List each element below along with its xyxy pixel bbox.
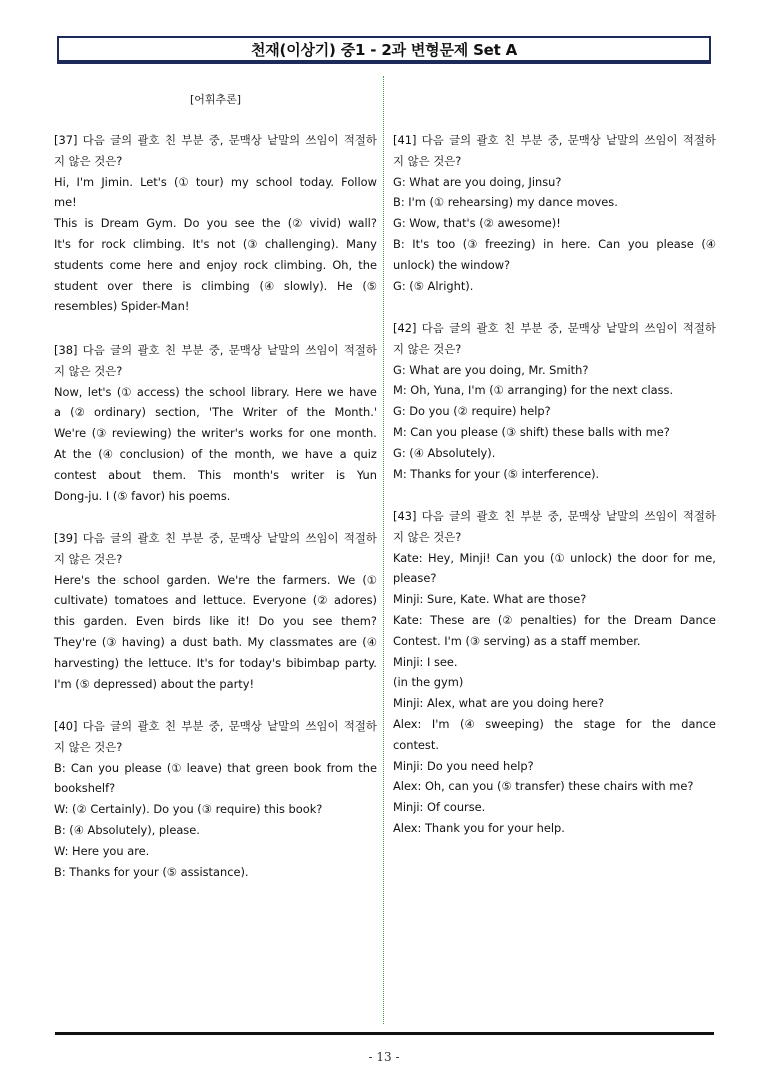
question-text-line: student over there is climbing (④ slowly). He (⑤ <box>54 278 377 293</box>
question-text-line: bookshelf? <box>54 781 116 796</box>
question-text-line: Kate: Hey, Minji! Can you (① unlock) the door for me, <box>393 550 716 565</box>
question-text-line: M: Thanks for your (⑤ interference). <box>393 466 600 481</box>
question-text-line: cultivate) tomatoes and lettuce. Everyone (② adores) <box>54 593 377 608</box>
page-header <box>57 36 711 64</box>
question-text-line: 지 않은 것은? <box>54 739 123 754</box>
question-text-line: contest. <box>393 737 439 752</box>
question-41 <box>393 130 716 296</box>
question-text-line: please? <box>393 571 437 586</box>
question-prompt: [37] 다음 글의 괄호 친 부분 중, 문맥상 낱말의 쓰임이 적절하 <box>54 133 377 147</box>
question-text-line: They're (③ having) a dust bath. My classmates are (④ <box>54 634 377 649</box>
question-text-line: 지 않은 것은? <box>54 551 123 566</box>
question-text-line: M: Oh, Yuna, I'm (① arranging) for the next class. <box>393 383 674 398</box>
question-text-line: B: Thanks for your (⑤ assistance). <box>54 864 249 879</box>
question-prompt: [43] 다음 글의 괄호 친 부분 중, 문맥상 낱말의 쓰임이 적절하 <box>393 509 716 523</box>
question-text-line: a (② ordinary) section, 'The Writer of the Month.' <box>54 405 377 420</box>
question-text-line: M: Can you please (③ shift) these balls with me? <box>393 424 670 439</box>
question-text-line: 지 않은 것은? <box>54 363 123 378</box>
page-title: 천재(이상기) 중1 - 2과 변형문제 Set A <box>250 40 518 59</box>
question-text-line: W: Here you are. <box>54 843 150 858</box>
question-text-line: Minji: Of course. <box>393 800 486 815</box>
question-text-line: G: (⑤ Alright). <box>393 278 474 293</box>
question-text-line: harvesting) the lettuce. It's for today's bibimbap party. <box>54 655 377 670</box>
question-text-line: B: Can you please (① leave) that green book from the <box>54 760 377 775</box>
question-text-line: contest about them. This month's writer is Yun <box>54 467 377 482</box>
question-prompt: [42] 다음 글의 괄호 친 부분 중, 문맥상 낱말의 쓰임이 적절하 <box>393 321 716 335</box>
question-text-line: G: Wow, that's (② awesome)! <box>393 216 561 231</box>
question-prompt: [38] 다음 글의 괄호 친 부분 중, 문맥상 낱말의 쓰임이 적절하 <box>54 343 377 357</box>
question-text-line: I'm (⑤ depressed) about the party! <box>54 676 255 691</box>
question-text-line: Minji: I see. <box>393 654 458 669</box>
question-text-line: G: What are you doing, Mr. Smith? <box>393 362 589 377</box>
question-text-line: At the (④ conclusion) of the month, we have a quiz <box>54 446 377 461</box>
question-prompt: [41] 다음 글의 괄호 친 부분 중, 문맥상 낱말의 쓰임이 적절하 <box>393 133 716 147</box>
question-text-line: B: It's too (③ freezing) in here. Can you please (④ <box>393 236 716 251</box>
question-text-line: G: What are you doing, Jinsu? <box>393 174 562 189</box>
question-text-line: this garden. Even birds like it! Do you see them? <box>54 614 377 629</box>
question-text-line: W: (② Certainly). Do you (③ require) this book? <box>54 802 323 817</box>
question-text-line: 지 않은 것은? <box>393 341 462 356</box>
question-text-line: Now, let's (① access) the school library. Here we have <box>54 384 377 399</box>
question-text-line: B: I'm (① rehearsing) my dance moves. <box>393 195 618 210</box>
question-text-line: unlock) the window? <box>393 257 511 272</box>
question-prompt: [39] 다음 글의 괄호 친 부분 중, 문맥상 낱말의 쓰임이 적절하 <box>54 531 377 545</box>
question-text-line: Kate: These are (② penalties) for the Dream Dance <box>393 612 716 627</box>
question-text-line: 지 않은 것은? <box>393 153 462 168</box>
question-text-line: G: Do you (② require) help? <box>393 404 551 419</box>
question-text-line: This is Dream Gym. Do you see the (② vivid) wall? <box>54 216 377 231</box>
question-text-line: Dong-ju. I (⑤ favor) his poems. <box>54 488 231 503</box>
footer-rule <box>55 1032 714 1035</box>
column-divider <box>383 76 384 1024</box>
question-40 <box>54 716 377 882</box>
question-text-line: Alex: Thank you for your help. <box>393 820 565 835</box>
section-heading: [어휘추론] <box>190 93 242 106</box>
question-text-line: Alex: I'm (④ sweeping) the stage for the dance <box>393 716 716 731</box>
question-text-line: (in the gym) <box>393 675 464 690</box>
question-text-line: Minji: Alex, what are you doing here? <box>393 696 605 711</box>
question-43 <box>393 506 716 839</box>
page-number: - 13 - <box>368 1050 400 1064</box>
question-prompt: [40] 다음 글의 괄호 친 부분 중, 문맥상 낱말의 쓰임이 적절하 <box>54 719 377 733</box>
question-39 <box>54 528 377 694</box>
question-text-line: It's for rock climbing. It's not (③ challenging). Many <box>54 236 377 251</box>
question-text-line: Hi, I'm Jimin. Let's (① tour) my school today. Follow <box>54 174 377 189</box>
question-text-line: resembles) Spider-Man! <box>54 299 190 314</box>
question-42 <box>393 318 716 484</box>
question-text-line: Minji: Sure, Kate. What are those? <box>393 592 587 607</box>
question-text-line: me! <box>54 195 77 210</box>
question-text-line: Here's the school garden. We're the farmers. We (① <box>54 572 377 587</box>
question-text-line: We're (③ reviewing) the writer's works for one month. <box>54 426 377 441</box>
question-text-line: Minji: Do you need help? <box>393 758 534 773</box>
question-text-line: Contest. I'm (③ serving) as a staff member. <box>393 633 641 648</box>
question-text-line: 지 않은 것은? <box>54 153 123 168</box>
question-38 <box>54 340 377 506</box>
question-text-line: 지 않은 것은? <box>393 529 462 544</box>
question-37 <box>54 130 377 317</box>
question-text-line: B: (④ Absolutely), please. <box>54 822 200 837</box>
question-text-line: students come here and enjoy rock climbing. Oh, the <box>54 257 377 272</box>
question-text-line: G: (④ Absolutely). <box>393 445 496 460</box>
question-text-line: Alex: Oh, can you (⑤ transfer) these chairs with me? <box>393 779 694 794</box>
